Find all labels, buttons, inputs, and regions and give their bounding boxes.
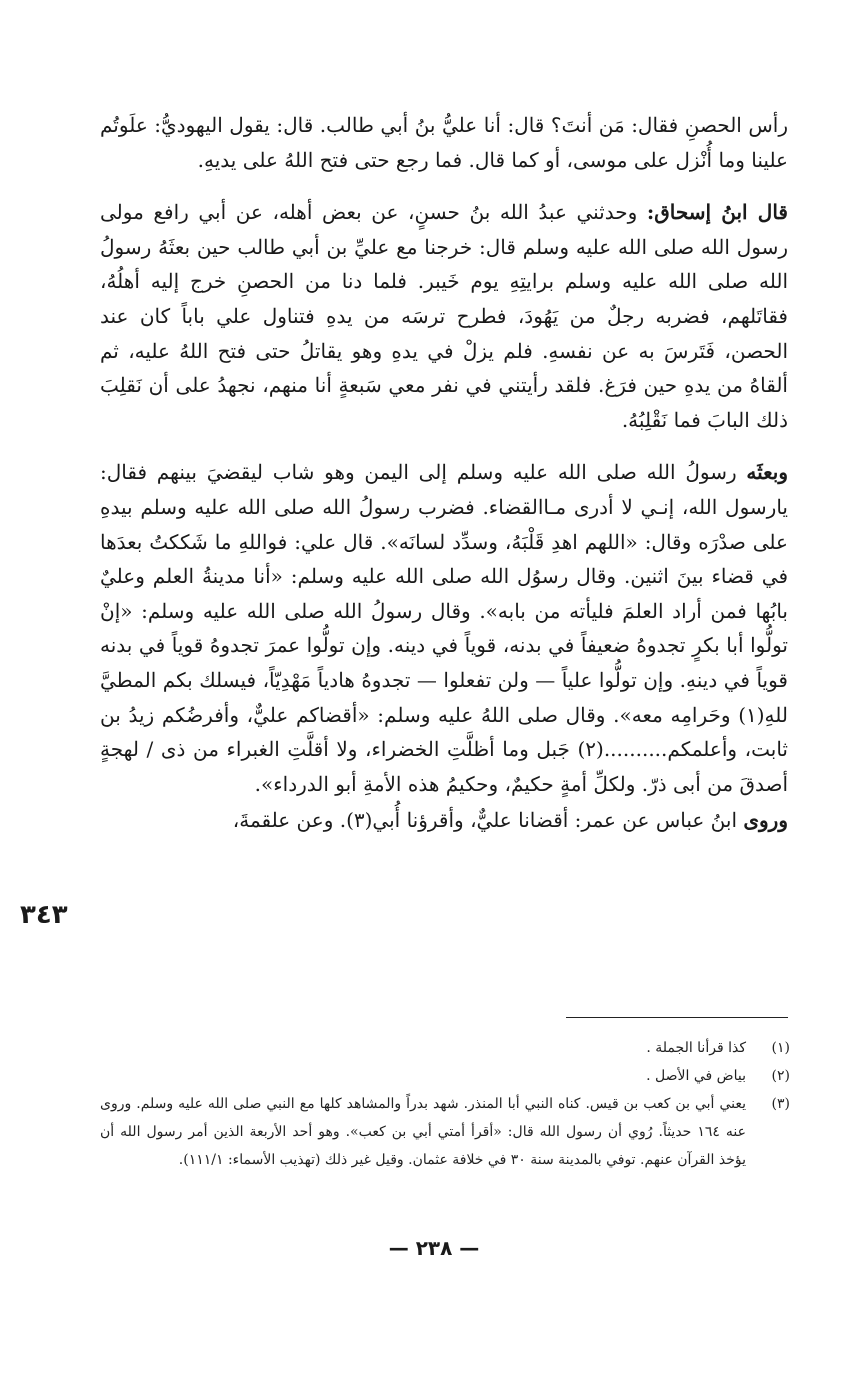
paragraph-3 bbox=[100, 455, 788, 801]
paragraph-2 bbox=[100, 195, 788, 437]
footnote-text: كذا قرأنا الجملة . bbox=[646, 1040, 746, 1056]
paragraph-lead: وروى bbox=[743, 808, 788, 833]
footnote-number: (٢) bbox=[771, 1068, 790, 1084]
paragraph-lead: قال ابنُ إسحاق: bbox=[646, 200, 788, 225]
paragraph-4 bbox=[100, 803, 788, 838]
paragraph-body: ابنُ عباس عن عمر: أقضانا عليٌّ، وأقرؤنا أُبي(٣). وعن علقمةَ، bbox=[232, 808, 744, 833]
paragraph-lead: وبعثَه bbox=[746, 460, 788, 485]
footnote-text: يعني أبي بن كعب بن قيس. كناه النبي أبا المنذر. شهد بدراً والمشاهد كلها مع النبي صلى الله عليه وسلم. وروى عنه ١٦٤ حديثاً. رُوي أن رسول الله قال: «أقرأ أمتي أبي بن كعب». وهو أحد الأربعة الذين أمر رسول الله أن يؤخذ القرآن عنهم. توفي بالمدينة سنة ٣٠ في خلافة عثمان. وقيل غير ذلك (تهذيب الأسماء: ١١١/١). bbox=[100, 1096, 746, 1168]
main-text bbox=[100, 108, 788, 838]
footnote-text: بياض في الأصل . bbox=[646, 1068, 746, 1084]
margin-reference-number: ٣٤٣ bbox=[20, 900, 68, 930]
page-number: — ٢٣٨ — bbox=[388, 1236, 480, 1260]
footnote-number: (١) bbox=[771, 1040, 790, 1056]
footnote-number: (٣) bbox=[771, 1096, 790, 1112]
paragraph-body: وحدثني عبدُ الله بنُ حسنٍ، عن بعض أهله، عن أبي رافع مولى رسول الله صلى الله عليه وسلم قال: خرجنا مع عليِّ بن أبي طالب حين بعثَهُ رسولُ الله صلى الله عليه وسلم برايتِهِ يوم خَيبر. فلما دنا من الحصنِ خرج إليه أهلُهُ، فقاتَلهم، فضربه رجلٌ من يَهُودَ، فطرح ترسَه من يدهِ فتناول علي باباً كان عند الحصن، فَتَرسَ به عن نفسهِ. فلم يزلْ في يدهِ وهو يقاتلُ حتى فتح اللهُ عليه، ثم ألقاهُ من يدهِ حين فرَغ. فلقد رأيتني في نفر معي سَبعةٍ أنا منهم، نجهدُ على أن نَقلِبَ ذلك البابَ فما نَقْلِبُهُ. bbox=[100, 200, 788, 432]
footnotes bbox=[100, 1034, 790, 1174]
paragraph-1 bbox=[100, 108, 788, 177]
footnote-1 bbox=[100, 1034, 790, 1062]
footnote-2 bbox=[100, 1062, 790, 1090]
footnote-3 bbox=[100, 1090, 790, 1174]
footnote-divider bbox=[566, 1017, 788, 1018]
paragraph-body: رسولُ الله صلى الله عليه وسلم إلى اليمن وهو شاب ليقضيَ بينهم فقال: يارسول الله، إنـي لا أدرى مـاالقضاء. فضرب رسولُ الله صلى الله عليه وسلم بيدهِ على صدْرَه وقال: «اللهم اهدِ قَلْبَهُ، وسدِّد لسانَه». قال علي: فواللهِ ما شَككتُ بعدَها في قضاء بينَ اثنين. وقال رسوُل الله صلى الله عليه وسلم: «أنا مدينةُ العلم وعليٌ بابُها فمن أراد العلمَ فليأته من بابه». وقال رسولُ الله صلى الله عليه وسلم: «إنْ تولُّوا أبا بكرٍ تجدوهُ ضعيفاً في بدنه، قوياً في دينه. وإن تولُّوا عمرَ تجدوهُ قوياً في بدنه قوياً في دينهِ. وإن تولُّوا علياً — ولن تفعلوا — تجدوهُ هادياً مَهْدِيّاً، فيسلك بكم المطيَّ للهِ(١) وحَرامِه معه». وقال صلى اللهُ عليه وسلم: «أقضاكم عليٌّ، وأفرضُكم زيدُ بن ثابت، وأعلمكم..........(٢) جَبل وما أظلَّتِ الخضراء، ولا أقلَّتِ الغبراء من ذى / لهجةٍ أصدقَ من أبى ذرّ. ولكلِّ أمةٍ حكيمٌ، وحكيمُ هذه الأمةِ أبو الدرداء». bbox=[100, 460, 788, 796]
paragraph-body: رأس الحصنِ فقال: مَن أنتَ؟ قال: أنا عليُّ بنُ أبي طالب. قال: يقول اليهوديُّ: علَوتُم علينا وما أُنْزل على موسى، أو كما قال. فما رجع حتى فتح اللهُ على يديهِ. bbox=[100, 113, 788, 172]
